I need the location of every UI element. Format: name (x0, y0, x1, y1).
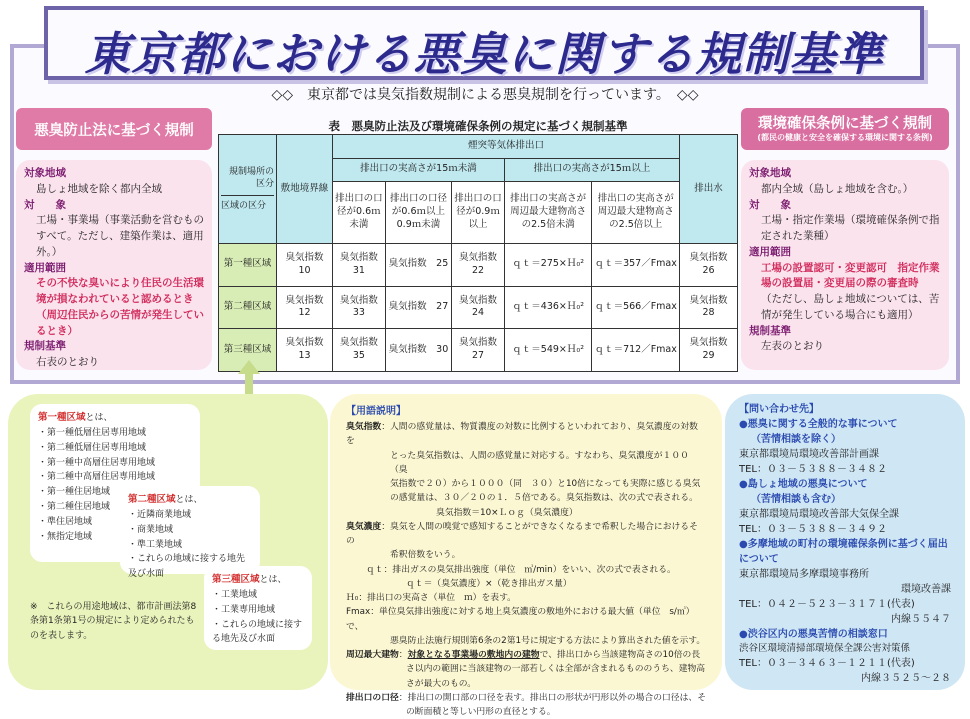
glossary-line: 気指数で２０）から１０００（同 ３０）と10倍になっても実際に感じる臭気 (390, 479, 701, 490)
std-text: 右表のとおり (36, 356, 99, 368)
term-odor-concentration: 臭気濃度 (346, 521, 382, 532)
contact-section-sub: （苦情相談も含む） (751, 494, 841, 505)
h1-cell: ｑｔ＝275×Ｈ₀² (504, 243, 592, 286)
zone3-item: ・これらの地域に接する地先及び水面 (212, 619, 303, 645)
h1-cell: ｑｔ＝549×Ｈ₀² (504, 329, 592, 372)
glossary-line: の断面積と等しい円形の直径とする。 (406, 707, 556, 718)
d3-cell: 臭気指数 22 (452, 243, 505, 286)
glossary-line: で、排出口から当該建物高さの10倍の長 (539, 650, 701, 661)
d3-cell: 臭気指数 27 (452, 329, 505, 372)
ordinance-panel-body (741, 160, 949, 370)
zone1-item: ・第一種中高層住居専用地域 (38, 457, 156, 468)
zone1-item: ・第一種低層住居専用地域 (38, 427, 147, 438)
d1-cell: 臭気指数 31 (333, 243, 386, 286)
zone1-item: ・準住居地域 (38, 516, 93, 527)
table-row (219, 286, 738, 329)
d3-cell: 臭気指数 24 (452, 286, 505, 329)
contact-org: 環境改善課 (901, 584, 951, 595)
water-cell: 臭気指数 29 (680, 329, 738, 372)
header-boundary: 敷地境界線 (277, 135, 333, 244)
zone2-item: ・準工業地域 (128, 539, 183, 550)
zone3-item: ・工業地域 (212, 589, 258, 600)
scope-text: その不快な臭いにより住民の生活環境が損なわれていると認めるとき（周辺住民からの苦情が発生しているとき） (36, 277, 204, 337)
std-text: 左表のとおり (761, 340, 824, 353)
contact-tel: TEL：０３－５３８８－３４８２ (739, 464, 887, 475)
water-cell: 臭気指数 26 (680, 243, 738, 286)
zone-cell: 第一種区域 (219, 243, 277, 286)
contact-section-title: ●島しょ地域の悪臭について (739, 479, 868, 490)
table-row (219, 329, 738, 372)
zone2-item: ・近隣商業地域 (128, 509, 192, 520)
zone1-item: ・第一種住居地域 (38, 487, 111, 498)
zone3-title: 第三種区域 (212, 574, 260, 585)
contact-ext: 内線５５４７ (891, 614, 951, 625)
header-above15: 排出口の実高さが15ｍ以上 (504, 158, 679, 182)
scope-label: 適用範囲 (24, 261, 66, 274)
zone2-suffix: とは、 (175, 495, 203, 505)
table-header-row (219, 135, 738, 159)
glossary-line: ：臭気を人間の嗅覚で感知することができなくなるまで希釈した場合におけるその (346, 521, 698, 547)
target-area-text: 島しょ地域を除く都内全域 (36, 182, 162, 195)
contact-org: 渋谷区環境清掃部環境保全課公害対策係 (739, 643, 911, 654)
header-d1: 排出口の口径が0.6ｍ未満 (333, 182, 386, 244)
header-place-area (219, 135, 277, 244)
ordinance-heading-sub: (都民の健康と安全を確保する環境に関する条例) (757, 132, 933, 142)
scope-note: （ただし、島しょ地域については、苦情が発生している場合にも適用） (761, 293, 940, 321)
glossary-formula: ｑｔ＝（臭気濃度）×（乾き排出ガス量） (406, 578, 572, 589)
zone-note: ※ これらの用途地域は、都市計画法第8条第1条第1号の規定により定められたものを表します。 (30, 602, 197, 641)
contact-tel: TEL：０３－３４６３－１２１１(代表) (739, 658, 915, 670)
h2-cell: ｑｔ＝712／Fmax (592, 329, 680, 372)
target-label: 対 象 (24, 198, 66, 211)
zone1-item: ・第二種低層住居専用地域 (38, 442, 147, 453)
glossary-heading: 【用語説明】 (346, 406, 406, 417)
up-arrow-icon (238, 360, 260, 394)
term-odor-index: 臭気指数 (346, 422, 382, 433)
term-max-building: 周辺最大建物 (346, 650, 399, 661)
contact-section-title: ●多摩地域の町村の環境確保条例に基づく届出について (739, 539, 948, 565)
law-regulation-panel (16, 108, 212, 378)
contact-org: 東京都環境局多摩環境事務所 (739, 569, 869, 580)
glossary-line: ｑｔ：排出ガスの臭気排出強度（単位 ㎥/min）をいい、次の式で表される。 (366, 564, 676, 575)
target-area-label: 対象地域 (749, 167, 791, 179)
d1-cell: 臭気指数 33 (333, 286, 386, 329)
h2-cell: ｑｔ＝357／Fmax (592, 243, 680, 286)
zone3-card (204, 566, 312, 650)
scope-text: 工場の設置認可・変更認可 指定作業場の設置届・変更届の際の審査時 (761, 261, 940, 290)
target-text: 工場・事業場（事業活動を営むものすべて。ただし、建築作業は、適用外。） (36, 214, 204, 258)
zone-cell: 第三種区域 (219, 329, 277, 372)
header-d3: 排出口の口径が0.9ｍ以上 (452, 182, 505, 244)
glossary-line: の感覚量は、３０／２０の１．５倍である。臭気指数は、次の式で表される。 (390, 493, 698, 504)
std-label: 規制基準 (24, 340, 66, 353)
glossary-line: さが最大のもの。 (406, 678, 477, 689)
title-banner (44, 6, 924, 80)
law-panel-body (16, 160, 212, 370)
glossary-line: 希釈倍数をいう。 (390, 550, 461, 561)
glossary-line: とった臭気指数は、人間の感覚量に対応する。すなわち、臭気濃度が１００（臭 (390, 450, 689, 475)
header-h2: 排出口の実高さが周辺最大建物高さの2.5倍以上 (592, 182, 680, 244)
zone-definitions-panel (8, 394, 328, 690)
glossary-line: Ｈ₀：排出口の実高さ（単位 ｍ）を表す。 (346, 593, 516, 604)
contact-tel: TEL：０４２－５２３－３１７１(代表) (739, 599, 915, 610)
contact-org: 東京都環境局環境改善部計画課 (739, 449, 879, 460)
contact-section-title: ●悪臭に関する全般的な事について (739, 419, 898, 430)
header-place: 規制場所の区分 (228, 167, 274, 190)
zone2-item: ・商業地域 (128, 524, 174, 535)
zone1-item: ・第二種住居地域 (38, 502, 111, 513)
header-below15: 排出口の実高さが15ｍ未満 (333, 158, 505, 182)
contact-section-sub: （苦情相談を除く） (751, 434, 841, 445)
header-water: 排出水 (680, 135, 738, 244)
zone1-item: ・無指定地域 (38, 531, 93, 542)
zone1-item: ・第二種中高層住居専用地域 (38, 472, 156, 483)
zone2-item: ・これらの地域に接する地先及び水面 (128, 554, 246, 580)
zone-cell: 第二種区域 (219, 286, 277, 329)
law-panel-heading: 悪臭防止法に基づく規制 (16, 108, 212, 150)
page-title: 東京都における悪臭に関する規制基準 (84, 27, 884, 81)
glossary-line: Fmax：単位臭気排出強度に対する地上臭気濃度の敷地外における最大値（単位 s/㎥）で、 (346, 607, 695, 632)
contact-tel: TEL：０３－５３８８－３４９２ (739, 524, 887, 535)
header-d2: 排出口の口径が0.6ｍ以上0.9ｍ未満 (385, 182, 451, 244)
header-h1: 排出口の実高さが周辺最大建物高さの2.5倍未満 (504, 182, 592, 244)
water-cell: 臭気指数 28 (680, 286, 738, 329)
target-area-text: 都内全域（島しょ地域を含む。） (761, 182, 914, 195)
glossary-panel: 【用語説明】 臭気指数：人間の感覚量は、物質濃度の対数に比例するといわれており、臭気濃度の対数を とった臭気指数は、人間の感覚量に対応する。すなわち、臭気濃度が１００（臭 気指数で２０）から１０００（同 ３０）と10倍になっても実際に感じる臭気 の感覚量は、３０／２０の１．５倍である。臭気指数は、次の式で表される。 臭気指数＝10×Ｌｏｇ（臭気濃度） 臭気濃度：臭気を人間の嗅覚で感知することができなくなるまで希釈した場合におけるその 希釈倍数をいう。 ｑｔ：排出ガスの臭気排出強度（単位 ㎥/min）をいい、次の式で表される。 ｑｔ＝（臭気濃度）×（乾き排出ガス量） Ｈ₀：排出口の実高さ（単位 ｍ）を表す。 Fmax：単位臭気排出強度に対する地上臭気濃度の敷地外における最大値（単位 s/㎥）で、 悪臭防止法施行規則第6条の2第1号に規定する方法により算出された値を示す。 周辺最大建物：対象となる事業場の敷地内の建物で、排出口から当該建物高さの10倍の長 さ以内の範囲に当該建物の一部若しくは全部が含まれるもののうち、建物高 さが最大のもの。 排出口の口径：排出口の開口部の口径を表す。排出口の形状が円形以外の場合の口径は、そ の断面積と等しい円形の直径とする。 (330, 394, 722, 690)
d2-cell: 臭気指数 25 (385, 243, 451, 286)
subtitle: ◇◇ 東京都では臭気指数規制による悪臭規制を行っています。 ◇◇ (271, 87, 699, 103)
zone1-title: 第一種区域 (38, 412, 86, 423)
glossary-line: さ以内の範囲に当該建物の一部若しくは全部が含まれるもののうち、建物高 (406, 664, 706, 675)
target-label: 対 象 (749, 198, 791, 211)
zone2-title: 第二種区域 (128, 494, 176, 505)
h1-cell: ｑｔ＝436×Ｈ₀² (504, 286, 592, 329)
glossary-bold-phrase: 対象となる事業場の敷地内の建物 (407, 650, 540, 661)
boundary-cell: 臭気指数 12 (277, 286, 333, 329)
target-text: 工場・指定作業場（環境確保条例で指定された業種） (761, 214, 940, 242)
contact-ext: 内線３５２５～２８ (861, 673, 951, 685)
contact-section-title: ●渋谷区内の悪臭苦情の相談窓口 (739, 629, 888, 640)
header-gas: 煙突等気体排出口 (333, 135, 680, 159)
d2-cell: 臭気指数 27 (385, 286, 451, 329)
glossary-line: 悪臭防止法施行規則第6条の2第1号に規定する方法により算出された値を示す。 (390, 635, 706, 646)
zone3-item: ・工業専用地域 (212, 604, 276, 615)
header-area: 区域の区分 (221, 200, 267, 211)
h2-cell: ｑｔ＝566／Fmax (592, 286, 680, 329)
ordinance-regulation-panel (741, 108, 949, 378)
contact-panel (725, 394, 965, 690)
boundary-cell: 臭気指数 13 (277, 329, 333, 372)
contact-heading: 【問い合わせ先】 (739, 404, 819, 415)
ordinance-heading-text: 環境確保条例に基づく規制 (758, 115, 932, 132)
boundary-cell: 臭気指数 10 (277, 243, 333, 286)
d2-cell: 臭気指数 30 (385, 329, 451, 372)
zone1-suffix: とは、 (85, 413, 113, 423)
glossary-formula: 臭気指数＝10×Ｌｏｇ（臭気濃度） (436, 507, 578, 518)
contact-org: 東京都環境局環境改善部大気保全課 (739, 509, 899, 520)
term-outlet-diameter: 排出口の口径 (346, 692, 399, 703)
std-label: 規制基準 (749, 324, 791, 337)
d1-cell: 臭気指数 35 (333, 329, 386, 372)
zone3-suffix: とは、 (259, 575, 287, 585)
table-title: 表 悪臭防止法及び環境確保条例の規定に基づく規制基準 (328, 119, 628, 133)
target-area-label: 対象地域 (24, 167, 66, 179)
ordinance-panel-heading (741, 108, 949, 150)
regulation-table (218, 134, 738, 372)
scope-label: 適用範囲 (749, 245, 791, 258)
glossary-line: ：排出口の開口部の口径を表す。排出口の形状が円形以外の場合の口径は、そ (398, 692, 706, 703)
glossary-line: ：人間の感覚量は、物質濃度の対数に比例するといわれており、臭気濃度の対数を (346, 422, 698, 447)
table-row (219, 243, 738, 286)
